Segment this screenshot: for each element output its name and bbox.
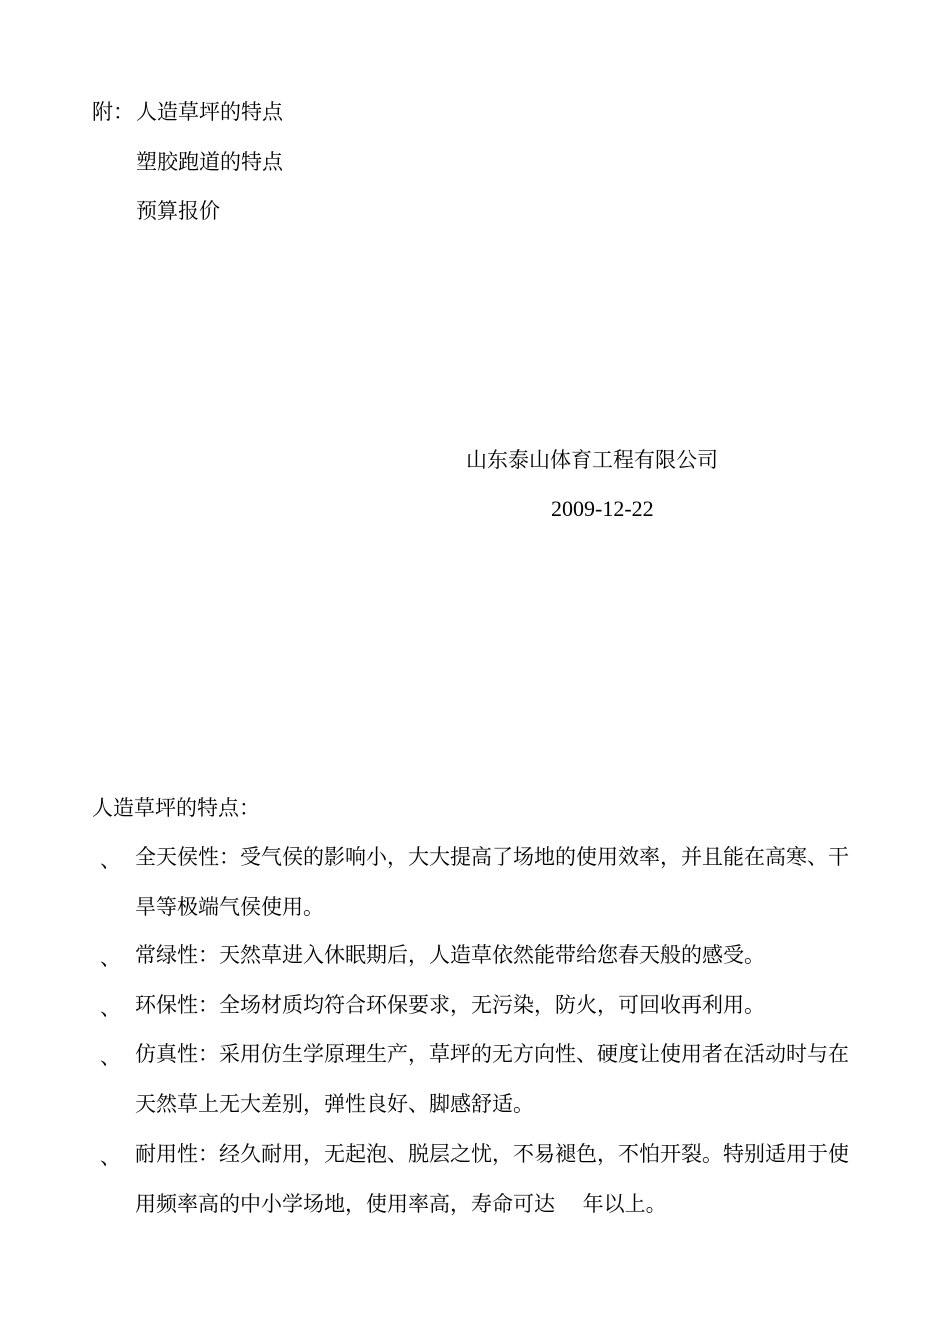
bullet-mark: 、: [100, 848, 121, 872]
feature-paragraph: 常绿性：天然草进入休眠期后，人造草依然能带给您春天般的感受。: [135, 943, 765, 967]
bullet-mark: 、: [100, 946, 121, 970]
attachment-item: 预算报价: [136, 199, 220, 223]
feature-paragraph: 全天侯性：受气侯的影响小，大大提高了场地的使用效率，并且能在高寒、干旱等极端气侯使用。: [135, 845, 849, 919]
feature-paragraph: 仿真性：采用仿生学原理生产，草坪的无方向性、硬度让使用者在活动时与在天然草上无大差别，弹性良好、脚感舒适。: [135, 1042, 849, 1116]
attachment-item: 塑胶跑道的特点: [136, 150, 283, 174]
attachment-prefix: 附：: [92, 100, 134, 124]
attachment-item: 人造草坪的特点: [136, 100, 283, 124]
feature-paragraph: 环保性：全场材质均符合环保要求，无污染，防火，可回收再利用。: [135, 993, 765, 1017]
bullet-mark: 、: [100, 996, 121, 1020]
bullet-mark: 、: [100, 1145, 121, 1169]
document-date: 2009-12-22: [551, 496, 654, 521]
feature-paragraph: 耐用性：经久耐用，无起泡、脱层之忧，不易褪色，不怕开裂。特别适用于使用频率高的中小学场地，使用率高，寿命可达 年以上。: [135, 1142, 849, 1216]
bullet-mark: 、: [100, 1045, 121, 1069]
company-name: 山东泰山体育工程有限公司: [466, 448, 718, 472]
section-title: 人造草坪的特点：: [92, 796, 260, 820]
